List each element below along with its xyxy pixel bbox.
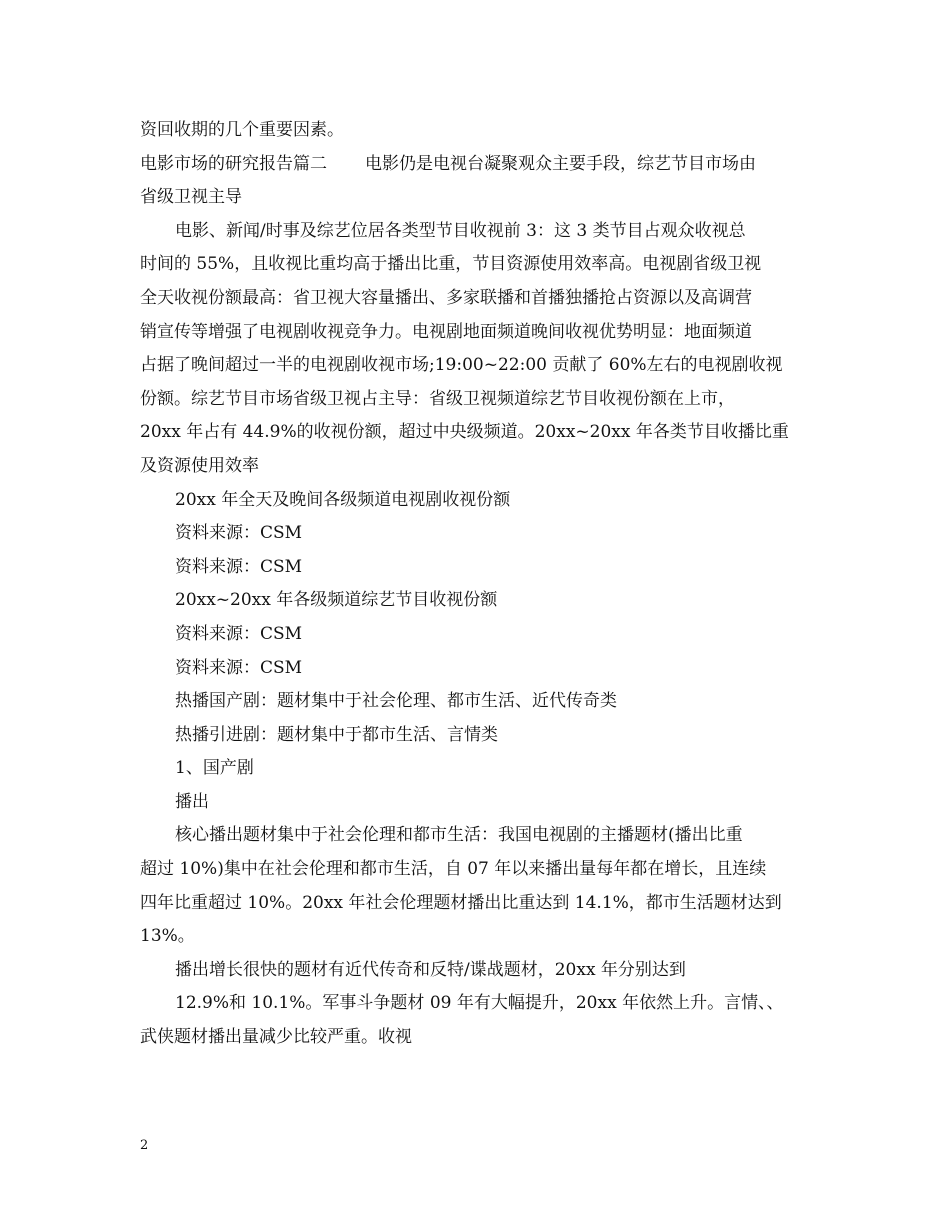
text-line: 销宣传等增强了电视剧收视竞争力。电视剧地面频道晚间收视优势明显：地面频道 (140, 321, 752, 342)
paragraph-start: 播出增长很快的题材有近代传奇和反特/谍战题材，20xx 年分别达到 (175, 959, 686, 980)
list-heading: 1、国产剧 (175, 758, 254, 779)
source-note: 资料来源：CSM (175, 623, 303, 644)
text-line: 四年比重超过 10%。20xx 年社会伦理题材播出比重达到 14.1%，都市生活题材达到 (140, 892, 782, 913)
body-text (140, 114, 820, 1055)
text-line: 占据了晚间超过一半的电视剧收视市场;19:00~22:00 贡献了 60%左右的电视剧收视 (140, 355, 783, 376)
text-line: 及资源使用效率 (140, 455, 259, 476)
page-number: 2 (140, 1138, 149, 1153)
figure-caption: 20xx 年全天及晚间各级频道电视剧收视份额 (175, 489, 511, 510)
text-line: 省级卫视主导 (140, 187, 242, 208)
section-heading: 电影市场的研究报告篇二 (140, 153, 327, 174)
section-subtitle: 电影仍是电视台凝聚观众主要手段，综艺节目市场由 (365, 153, 756, 174)
source-note: 资料来源：CSM (175, 657, 303, 678)
text-line: 13%。 (140, 926, 195, 947)
source-note: 资料来源：CSM (175, 556, 303, 577)
text-line: 资回收期的几个重要因素。 (140, 120, 344, 140)
paragraph-start: 电影、新闻/时事及综艺位居各类型节目收视前 3：这 3 类节目占观众收视总 (175, 220, 746, 241)
figure-caption: 20xx~20xx 年各级频道综艺节目收视份额 (175, 590, 498, 611)
text-line: 热播国产剧：题材集中于社会伦理、都市生活、近代传奇类 (175, 691, 617, 712)
text-line: 时间的 55%，且收视比重均高于播出比重，节目资源使用效率高。电视剧省级卫视 (140, 254, 762, 275)
text-line: 热播引进剧：题材集中于都市生活、言情类 (175, 724, 498, 745)
text-line: 超过 10%)集中在社会伦理和都市生活，自 07 年以来播出量每年都在增长，且连续 (140, 859, 767, 880)
text-line: 20xx 年占有 44.9%的收视份额，超过中央级频道。20xx~20xx 年各类节目收播比重 (140, 422, 789, 443)
section-heading-line (140, 148, 820, 182)
text-line: 全天收视份额最高：省卫视大容量播出、多家联播和首播独播抢占资源以及高调营 (140, 287, 752, 308)
subheading: 播出 (175, 791, 209, 812)
text-line: 份额。综艺节目市场省级卫视占主导：省级卫视频道综艺节目收视份额在上市， (140, 388, 735, 409)
text-line: 武侠题材播出量减少比较严重。收视 (140, 1027, 412, 1048)
paragraph-start: 核心播出题材集中于社会伦理和都市生活：我国电视剧的主播题材(播出比重 (175, 825, 743, 846)
text-line: 12.9%和 10.1%。军事斗争题材 09 年有大幅提升，20xx 年依然上升。言情、、 (175, 993, 784, 1014)
source-note: 资料来源：CSM (175, 523, 303, 544)
